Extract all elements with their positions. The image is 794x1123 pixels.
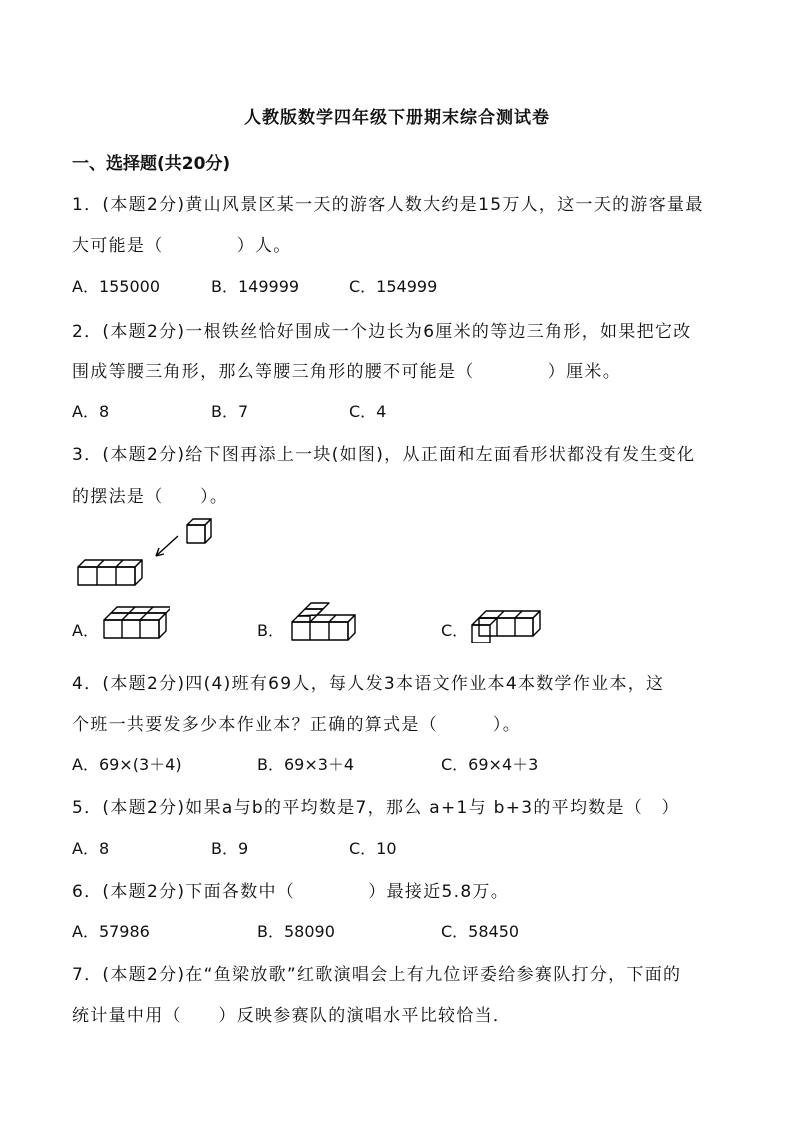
question-1-option-c: C．154999 <box>349 277 438 296</box>
page-title: 人教版数学四年级下册期末综合测试卷 <box>244 108 550 128</box>
question-3-line-2: 的摆法是（ ）。 <box>72 487 229 507</box>
question-7-line-2: 统计量中用（ ）反映参赛队的演唱水平比较恰当． <box>72 1006 512 1026</box>
question-4-line-2: 个班一共要发多少本作业本？正确的算式是（ ）。 <box>72 715 521 735</box>
option-c-cube-figure <box>468 605 542 643</box>
question-6-option-c: C．58450 <box>441 922 520 941</box>
question-6-line-1: 6．(本题2分)下面各数中（ ）最接近5.8万。 <box>72 882 510 902</box>
question-2-option-b: B．7 <box>211 402 249 421</box>
question-3-option-b: B． <box>257 621 284 640</box>
question-5-option-a: A．8 <box>72 839 110 858</box>
question-3-line-1: 3．(本题2分)给下图再添上一块(如图)，从正面和左面看形状都没有发生变化 <box>72 445 696 465</box>
question-5-line-1: 5．(本题2分)如果a与b的平均数是7，那么 a+1与 b+3的平均数是（ ） <box>72 798 680 818</box>
three-cube-row <box>78 560 142 585</box>
question-6-option-a: A．57986 <box>72 922 150 941</box>
question-1-line-1: 1．(本题2分)黄山风景区某一天的游客人数大约是15万人，这一天的游客量最 <box>72 195 704 215</box>
question-2-line-2: 围成等腰三角形，那么等腰三角形的腰不可能是（ ）厘米。 <box>72 362 621 382</box>
question-2-option-c: C．4 <box>349 402 387 421</box>
question-3-option-a: A． <box>72 621 99 640</box>
question-1-option-b: B．149999 <box>211 277 300 296</box>
question-1-option-a: A．155000 <box>72 277 161 296</box>
question-4-option-b: B．69×3＋4 <box>257 755 355 774</box>
question-1-line-2: 大可能是（ ）人。 <box>72 236 292 256</box>
option-b-cube-figure <box>288 602 360 644</box>
question-4-option-c: C．69×4＋3 <box>441 755 539 774</box>
question-2-option-a: A．8 <box>72 402 110 421</box>
question-3-option-c: C． <box>441 621 469 640</box>
question-4-line-1: 4．(本题2分)四(4)班有69人，每人发3本语文作业本4本数学作业本，这 <box>72 674 665 694</box>
question-3-figure <box>72 515 222 590</box>
single-cube <box>187 519 211 543</box>
question-5-option-b: B．9 <box>211 839 249 858</box>
question-2-line-1: 2．(本题2分)一根铁丝恰好围成一个边长为6厘米的等边三角形，如果把它改 <box>72 322 692 342</box>
option-a-cube-figure <box>100 605 170 641</box>
arrow-icon <box>156 536 178 556</box>
question-5-option-c: C．10 <box>349 839 397 858</box>
question-4-option-a: A．69×(3＋4) <box>72 755 182 774</box>
question-6-option-b: B．58090 <box>257 922 335 941</box>
section-heading: 一、选择题(共20分) <box>72 154 231 174</box>
question-7-line-1: 7．(本题2分)在“鱼梁放歌”红歌演唱会上有九位评委给参赛队打分，下面的 <box>72 965 682 985</box>
